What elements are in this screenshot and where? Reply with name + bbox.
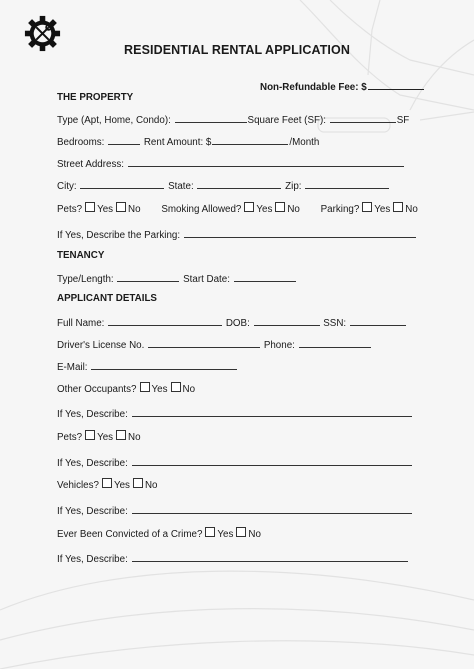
vehicles-no-label: No (144, 480, 158, 491)
city-field[interactable] (80, 178, 164, 189)
city-label: City: (57, 181, 77, 192)
pets-describe-row (57, 455, 413, 469)
email-row (57, 359, 238, 373)
vehicles-yes-label: Yes (113, 480, 130, 491)
vehicles-label: Vehicles? (57, 480, 99, 491)
applicant-pets-row (57, 430, 141, 444)
applicant-pets-no-checkbox[interactable] (116, 430, 126, 440)
full-name-label: Full Name: (57, 318, 105, 329)
fee-row (260, 80, 424, 93)
occupants-describe-field[interactable] (132, 406, 412, 417)
sf-unit: SF (396, 115, 410, 126)
fee-label: Non-Refundable Fee: $ (260, 82, 367, 93)
zip-label: Zip: (285, 181, 302, 192)
parking-yes-checkbox[interactable] (362, 202, 372, 212)
phone-label: Phone: (263, 340, 295, 351)
license-field[interactable] (148, 337, 260, 348)
state-label: State: (168, 181, 194, 192)
license-row (57, 337, 372, 351)
bedrooms-label: Bedrooms: (57, 137, 105, 148)
pets-yes-checkbox[interactable] (85, 202, 95, 212)
smoking-no-checkbox[interactable] (275, 202, 285, 212)
bedrooms-field[interactable] (108, 134, 140, 145)
property-heading: THE PROPERTY (57, 92, 134, 103)
applicant-pets-yes-label: Yes (97, 432, 114, 443)
phone-field[interactable] (299, 337, 371, 348)
vehicles-no-checkbox[interactable] (133, 478, 143, 488)
start-date-label: Start Date: (183, 274, 230, 285)
sqft-field[interactable] (330, 112, 396, 123)
type-label: Type (Apt, Home, Condo): (57, 115, 171, 126)
bedrooms-row (57, 134, 319, 148)
parking-describe-row (57, 227, 417, 241)
vehicles-describe-row (57, 503, 413, 517)
pets-describe-label: If Yes, Describe: (57, 458, 128, 469)
vehicles-row (57, 478, 157, 492)
applicant-pets-yes-checkbox[interactable] (85, 430, 95, 440)
email-field[interactable] (91, 359, 237, 370)
convicted-describe-label: If Yes, Describe: (57, 554, 128, 565)
tenancy-row (57, 271, 297, 285)
occupants-no-label: No (182, 384, 196, 395)
occupants-no-checkbox[interactable] (171, 382, 181, 392)
pets-no-label: No (128, 204, 141, 215)
city-row (57, 178, 390, 192)
ssn-label: SSN: (323, 318, 347, 329)
occupants-describe-label: If Yes, Describe: (57, 409, 128, 420)
type-length-field[interactable] (117, 271, 179, 282)
email-label: E-Mail: (57, 362, 88, 373)
smoking-no-label: No (287, 204, 300, 215)
rent-label: Rent Amount: $ (143, 137, 212, 148)
convicted-no-checkbox[interactable] (236, 527, 246, 537)
month-unit: /Month (289, 137, 320, 148)
start-date-field[interactable] (234, 271, 296, 282)
vehicles-yes-checkbox[interactable] (102, 478, 112, 488)
convicted-yes-checkbox[interactable] (205, 527, 215, 537)
type-row (57, 112, 409, 126)
convicted-describe-row (57, 551, 409, 565)
street-label: Street Address: (57, 159, 124, 170)
sqft-label: Square Feet (SF): (247, 115, 326, 126)
convicted-no-label: No (248, 529, 261, 540)
page-title: RESIDENTIAL RENTAL APPLICATION (124, 43, 350, 57)
applicant-pets-label: Pets? (57, 432, 83, 443)
applicant-pets-no-label: No (128, 432, 141, 443)
state-field[interactable] (197, 178, 281, 189)
smoking-label: Smoking Allowed? (161, 204, 242, 215)
rent-field[interactable] (212, 134, 288, 145)
name-row (57, 315, 407, 329)
dob-label: DOB: (225, 318, 250, 329)
full-name-field[interactable] (108, 315, 222, 326)
pets-smoking-parking-row (57, 202, 418, 216)
parking-describe-field[interactable] (184, 227, 416, 238)
convicted-yes-label: Yes (217, 529, 234, 540)
smoking-yes-label: Yes (256, 204, 273, 215)
occupants-yes-label: Yes (151, 384, 168, 395)
pets-no-checkbox[interactable] (116, 202, 126, 212)
type-length-label: Type/Length: (57, 274, 114, 285)
occupants-describe-row (57, 406, 413, 420)
convicted-label: Ever Been Convicted of a Crime? (57, 529, 203, 540)
license-label: Driver's License No. (57, 340, 145, 351)
parking-no-label: No (405, 204, 418, 215)
ssn-field[interactable] (350, 315, 406, 326)
dob-field[interactable] (254, 315, 320, 326)
occupants-row (57, 382, 195, 396)
parking-yes-label: Yes (374, 204, 391, 215)
convicted-row (57, 527, 261, 541)
pets-yes-label: Yes (97, 204, 114, 215)
occupants-label: Other Occupants? (57, 384, 137, 395)
parking-no-checkbox[interactable] (393, 202, 403, 212)
applicant-heading: APPLICANT DETAILS (57, 293, 157, 304)
fee-field[interactable] (368, 80, 424, 90)
zip-field[interactable] (305, 178, 389, 189)
vehicles-describe-field[interactable] (132, 503, 412, 514)
smoking-yes-checkbox[interactable] (244, 202, 254, 212)
pets-describe-field[interactable] (132, 455, 412, 466)
pets-label: Pets? (57, 204, 83, 215)
tenancy-heading: TENANCY (57, 250, 105, 261)
parking-label: Parking? (320, 204, 360, 215)
vehicles-describe-label: If Yes, Describe: (57, 506, 128, 517)
type-field[interactable] (175, 112, 247, 123)
street-row (57, 156, 405, 170)
occupants-yes-checkbox[interactable] (140, 382, 150, 392)
convicted-describe-field[interactable] (132, 551, 408, 562)
parking-describe-label: If Yes, Describe the Parking: (57, 230, 181, 241)
street-field[interactable] (128, 156, 404, 167)
